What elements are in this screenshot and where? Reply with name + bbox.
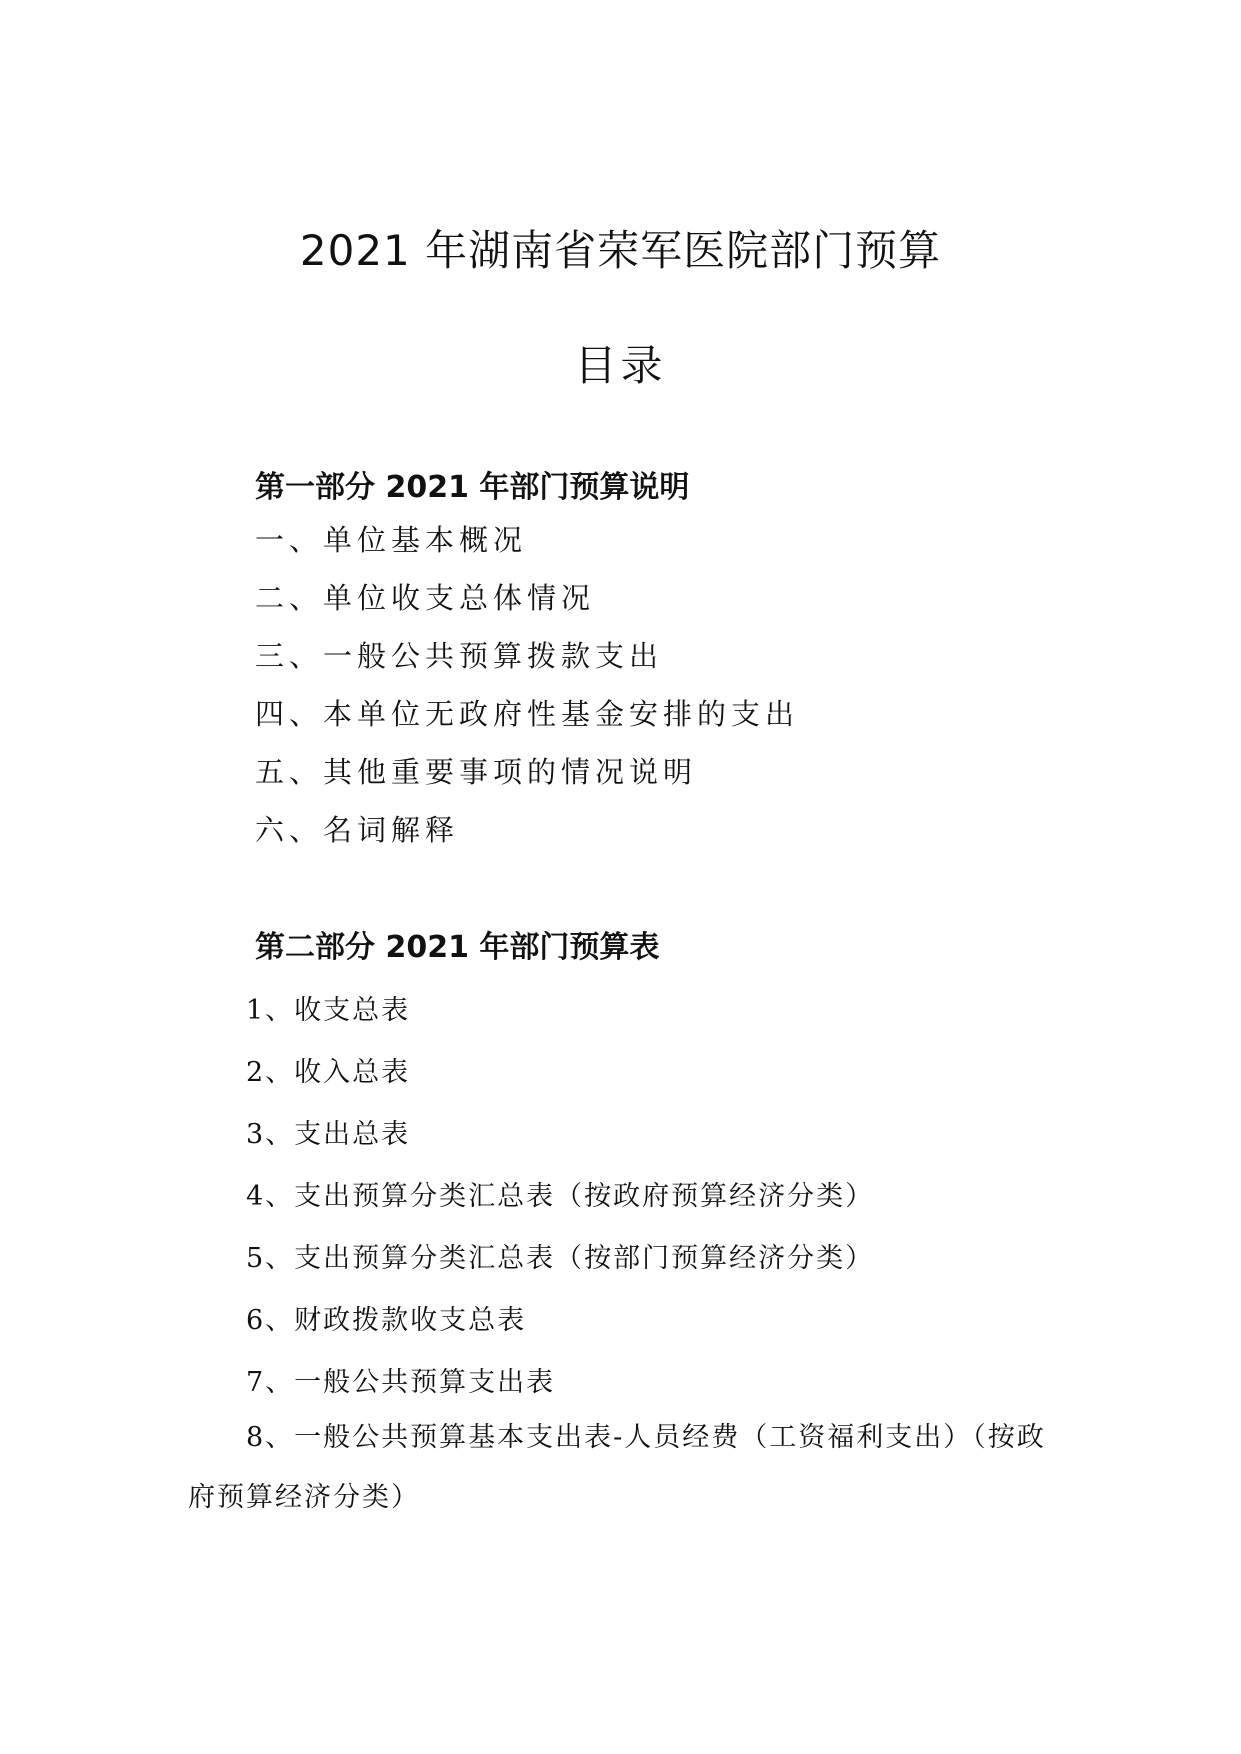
toc-item: 五、其他重要事项的情况说明 xyxy=(255,755,698,789)
toc-item: 3、支出总表 xyxy=(246,1119,411,1150)
toc-item: 四、本单位无政府性基金安排的支出 xyxy=(255,697,800,731)
toc-item-line2: 府预算经济分类） xyxy=(188,1482,420,1513)
toc-item: 2、收入总表 xyxy=(246,1057,411,1088)
part2-table-list xyxy=(188,988,1046,1528)
toc-item: 1、收支总表 xyxy=(246,995,411,1026)
toc-item-wrapped xyxy=(188,1408,1046,1528)
toc-item: 6、财政拨款收支总表 xyxy=(246,1305,527,1336)
toc-item: 三、一般公共预算拨款支出 xyxy=(255,639,664,673)
toc-item: 一、单位基本概况 xyxy=(255,523,528,557)
toc-title: 目录 xyxy=(574,341,667,390)
toc-item: 六、名词解释 xyxy=(255,813,460,847)
toc-item: 二、单位收支总体情况 xyxy=(255,581,596,615)
toc-item: 4、支出预算分类汇总表（按政府预算经济分类） xyxy=(246,1181,875,1212)
part1-section-list xyxy=(255,518,799,866)
toc-item: 5、支出预算分类汇总表（按部门预算经济分类） xyxy=(246,1243,875,1274)
document-title: 2021 年湖南省荣军医院部门预算 xyxy=(299,226,942,275)
toc-item: 7、一般公共预算支出表 xyxy=(246,1367,556,1398)
part2-heading: 第二部分 2021 年部门预算表 xyxy=(255,930,660,965)
toc-item-line1: 8、一般公共预算基本支出表-人员经费（工资福利支出）（按政 xyxy=(246,1422,1046,1453)
part1-heading: 第一部分 2021 年部门预算说明 xyxy=(255,470,690,505)
